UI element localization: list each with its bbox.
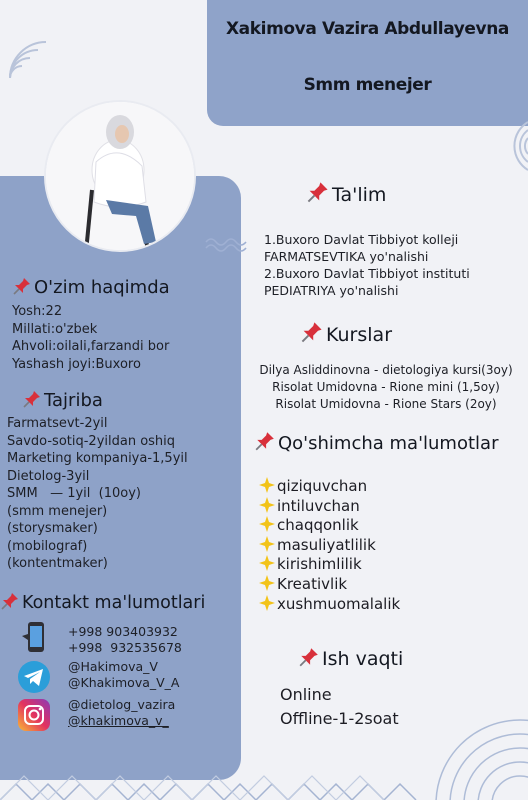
experience-item: (smm menejer)	[7, 503, 108, 519]
sparkle-icon	[258, 554, 276, 572]
pushpin-icon	[298, 646, 320, 668]
trait-item: xushmuomalalik	[258, 594, 518, 614]
about-title: O'zim haqimda	[12, 276, 237, 298]
wave-decoration-icon	[204, 236, 250, 254]
trait-item: kirishimlilik	[258, 554, 518, 574]
experience-item: (mobilograf)	[7, 538, 88, 554]
about-section	[12, 276, 237, 373]
experience-item: Marketing kompaniya-1,5yil	[7, 451, 188, 466]
courses-list	[244, 362, 528, 413]
experience-item: Savdo-sotiq-2yildan oshiq	[7, 433, 176, 449]
experience-section	[22, 389, 237, 411]
about-status: Ahvoli:oilali,farzandi bor	[12, 339, 170, 354]
experience-item: SMM — 1yil (10oy)	[7, 486, 141, 501]
pushpin-icon	[300, 320, 324, 344]
arc-decoration-icon	[6, 38, 50, 82]
telegram-handle-2[interactable]: @Khakimova_V_A	[68, 674, 180, 690]
telegram-handles	[68, 659, 179, 690]
arc-decoration-right-icon	[488, 118, 528, 174]
education-item: PEDIATRIYA yo'nalishi	[264, 283, 399, 298]
course-item: Dilya Asliddinovna - dietologiya kursi(3oy)	[259, 363, 513, 377]
experience-item: (kontentmaker)	[7, 556, 108, 571]
education-list	[264, 231, 526, 299]
sparkle-icon	[258, 594, 276, 612]
education-item: FARMATSEVTIKA yo'nalishi	[264, 249, 429, 264]
job-title: Smm menejer	[303, 75, 432, 95]
education-item: 1.Buxoro Davlat Tibbiyot kolleji	[264, 232, 459, 247]
sparkle-icon	[258, 574, 276, 592]
trait-item: masuliyatlilik	[258, 535, 518, 555]
telegram-icon	[17, 660, 51, 694]
experience-title: Tajriba	[22, 389, 237, 411]
instagram-handle-1[interactable]: @dietolog_vazira	[68, 697, 176, 712]
trait-item: Kreativlik	[258, 574, 518, 594]
experience-item: Farmatsevt-2yil	[7, 416, 108, 431]
pushpin-icon	[306, 180, 330, 204]
experience-item: Dietolog-3yil	[7, 468, 90, 484]
instagram-handles	[68, 697, 175, 728]
contacts-title: Kontakt ma'lumotlari	[0, 591, 241, 613]
schedule-list	[280, 683, 399, 731]
courses-title: Kurslar	[300, 320, 392, 346]
about-residence: Yashash joyi:Buxoro	[12, 356, 141, 372]
profile-photo	[44, 100, 196, 252]
instagram-handle-2[interactable]: @khakimova_v_	[68, 712, 169, 728]
about-age: Yosh:22	[12, 304, 63, 319]
trait-item: intiluvchan	[258, 496, 518, 516]
phone-number-1[interactable]: +998 903403932	[68, 624, 178, 639]
telegram-handle-1[interactable]: @Hakimova_V	[68, 659, 158, 674]
about-nationality: Millati:o'zbek	[12, 321, 98, 337]
education-title: Ta'lim	[306, 180, 386, 206]
pushpin-icon	[0, 591, 20, 611]
phone-icon	[18, 620, 52, 654]
person-name: Xakimova Vazira Abdullayevna	[225, 19, 510, 39]
schedule-online: Online	[280, 685, 332, 704]
schedule-title: Ish vaqti	[298, 646, 403, 670]
trait-item: qiziquvchan	[258, 476, 518, 496]
experience-item: (storysmaker)	[7, 521, 98, 536]
sparkle-icon	[258, 476, 276, 494]
course-item: Risolat Umidovna - Rione Stars (2oy)	[275, 397, 497, 411]
sparkle-icon	[258, 535, 276, 553]
triangles-decoration-icon	[0, 770, 528, 800]
pushpin-icon	[254, 430, 276, 452]
course-item: Risolat Umidovna - Rione mini (1,5oy)	[272, 380, 500, 394]
sparkle-icon	[258, 496, 276, 514]
pushpin-icon	[22, 389, 42, 409]
education-item: 2.Buxoro Davlat Tibbiyot instituti	[264, 266, 470, 281]
sparkle-icon	[258, 515, 276, 533]
phone-numbers	[68, 624, 182, 655]
schedule-offline: Offline-1-2soat	[280, 709, 399, 728]
extra-title: Qo'shimcha ma'lumotlar	[254, 430, 498, 454]
instagram-icon	[17, 698, 51, 732]
pushpin-icon	[12, 276, 32, 296]
phone-number-2[interactable]: +998 932535678	[68, 639, 182, 655]
extra-list	[258, 476, 518, 613]
trait-item: chaqqonlik	[258, 515, 518, 535]
experience-list	[7, 415, 237, 573]
